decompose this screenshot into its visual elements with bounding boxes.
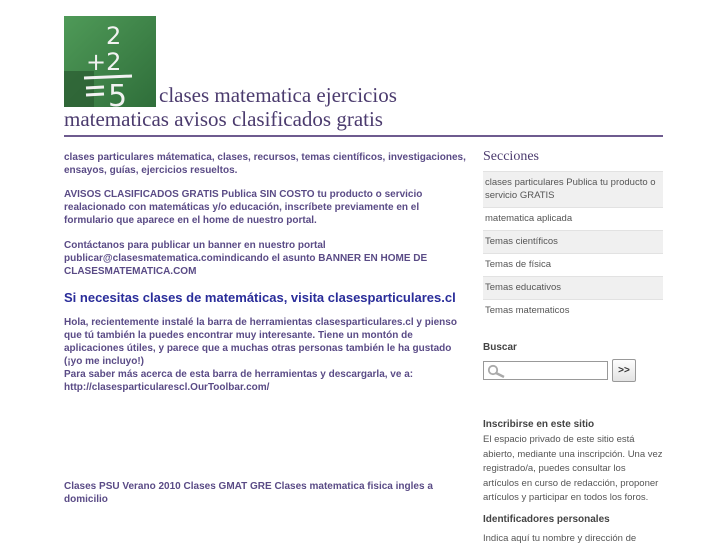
inscribirse-text: El espacio privado de este sitio está abierto, mediante una inscripción. Una vez registrado/a, puedes consultar los artículos en curso de redacción, proponer artículos y participar en todos los foros. (483, 434, 663, 503)
seccion-link[interactable]: Temas de física (485, 259, 551, 270)
footer-links[interactable] (64, 480, 444, 506)
clasesparticulares-headline[interactable] (64, 290, 470, 306)
search-form (483, 359, 663, 382)
headline-link[interactable]: Si necesitas clases de matemáticas, visita clasesparticulares.cl (64, 290, 456, 305)
toolbar-text (64, 316, 470, 394)
header-divider (64, 135, 663, 137)
seccion-link[interactable]: Temas educativos (485, 282, 562, 293)
contact-line2: indicando el asunto BANNER EN HOME DE CLASESMATEMATICA.COM (64, 253, 428, 277)
sidebar (483, 148, 663, 545)
toolbar-more: Para saber más acerca de esta barra de herramientas y descargarla, ve a: (64, 369, 414, 380)
main-content (64, 151, 470, 394)
contact-text (64, 239, 470, 278)
inscribirse-heading: Inscribirse en este sitio (483, 419, 595, 430)
identificadores-heading: Identificadores personales (483, 513, 610, 525)
seccion-item-temas-matematicos[interactable] (483, 299, 663, 322)
seccion-item-temas-educativos[interactable] (483, 276, 663, 299)
contact-email-link[interactable]: publicar@clasesmatematica.com (64, 253, 222, 264)
seccion-item-temas-cientificos[interactable] (483, 230, 663, 253)
toolbar-intro: Hola, recientemente instalé la barra de herramientas clasesparticulares.cl y pienso que tú también la puedes encontrar muy interesante. Tiene un montón de aplicaciones útiles, y parece que a muchas otras personas también le ha gustado (¡yo me incluyo!) (64, 317, 457, 367)
avisos-text: AVISOS CLASIFICADOS GRATIS Publica SIN COSTO tu producto o servicio realacionado con matemáticas y/o educación, inscríbete previamente en el formulario que aparece en el home de nuestro portal. (64, 189, 423, 226)
site-title-line2[interactable]: matematicas avisos clasificados gratis (64, 107, 383, 131)
footer-links-text[interactable]: Clases PSU Verano 2010 Clases GMAT GRE Clases matematica fisica ingles a domicilio (64, 481, 433, 505)
site-title[interactable] (64, 83, 664, 131)
search-input[interactable] (483, 361, 608, 380)
seccion-item-temas-fisica[interactable] (483, 253, 663, 276)
secciones-list (483, 171, 663, 322)
intro-text: clases particulares mátematica, clases, recursos, temas científicos, investigaciones, ensayos, guías, ejercicios resueltos. (64, 152, 466, 176)
digit-five: 5 (108, 79, 128, 107)
identificadores-text: Indica aquí tu nombre y dirección de (483, 532, 637, 544)
seccion-link[interactable]: Temas matematicos (485, 305, 570, 316)
secciones-heading: Secciones (483, 149, 539, 164)
toolbar-link[interactable]: http://clasesparticularescl.OurToolbar.com/ (64, 382, 270, 393)
seccion-link[interactable]: clases particulares Publica tu producto o servicio GRATIS (485, 177, 656, 201)
seccion-item-matematica-aplicada[interactable] (483, 207, 663, 230)
search-icon (487, 364, 507, 381)
seccion-link[interactable]: Temas científicos (485, 236, 558, 247)
buscar-label: Buscar (483, 342, 517, 353)
site-title-line1[interactable]: clases matematica ejercicios (159, 83, 397, 107)
search-submit-button[interactable]: >> (612, 359, 636, 382)
digit-two-top: 2 (106, 22, 122, 50)
seccion-item-clases-particulares[interactable] (483, 171, 663, 207)
seccion-link[interactable]: matematica aplicada (485, 213, 573, 224)
digit-plus-two: +2 (86, 48, 122, 76)
contact-line1: Contáctanos para publicar un banner en nuestro portal (64, 240, 326, 251)
